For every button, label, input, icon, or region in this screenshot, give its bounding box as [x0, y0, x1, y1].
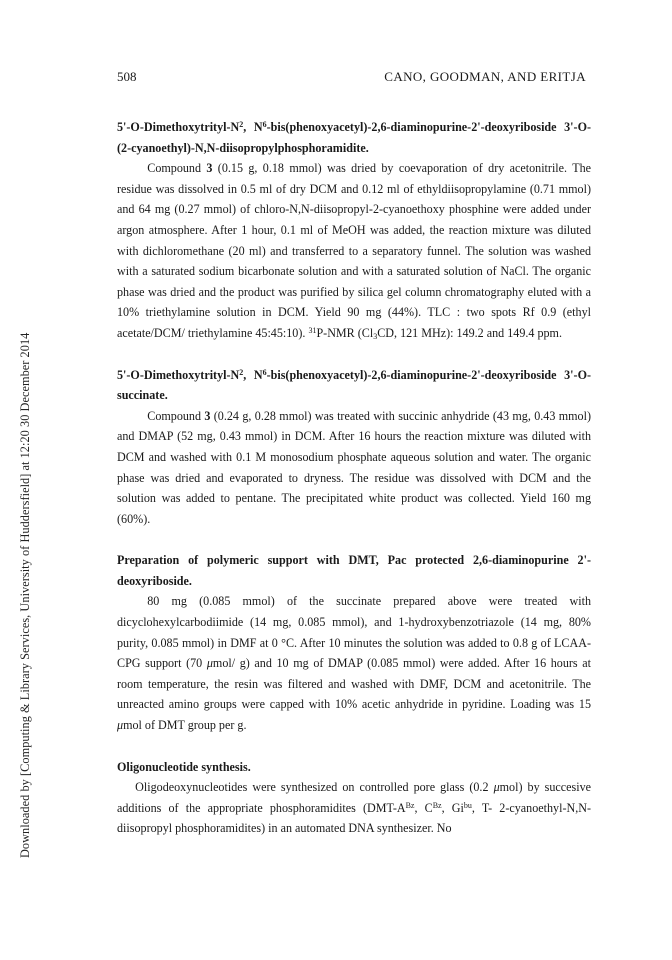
section-heading-phosphoramidite: $5'-O-Dimethoxytrityl-N^2$, $N^6-bis(phenoxyacetyl)-2,6-diaminopurine-2'$-deoxyriboside 3'-O-(2-cyanoethyl)-N,N-diisopropylphosphoramidite. — [117, 120, 591, 155]
section-heading-succinate: $5'-O-Dimethoxytrityl-N^2$, $N^6-bis(phenoxyacetyl)-2,6-diaminopurine-2'$-deoxyriboside 3'-O-succinate. — [117, 367, 591, 403]
page-body — [117, 117, 591, 839]
paragraph-phosphoramidite: Compound 3 (0.15 g, 0.18 mmol) was dried by coevaporation of dry acetonitrile. The residue was dissolved in 0.5 ml of dry DCM and 0.12 ml of ethyldiisopropylamine (0.71 mmol) and 64 mg (0.27 mmol) of chloro-N,N-diisopropyl-2-cyanoethoxy phosphine were added under argon atmosphere. After 1 hour, 0.1 ml of MeOH was added, the reaction mixture was diluted with dichloromethane (20 ml) and transferred to a separatory funnel. The solution was washed with a saturated sodium bicarbonate solution and with a saturated solution of NaCl. The organic phase was dried and the product was purified by silica gel column chromatography eluted with a 10% triethylamine solution in DCM. Yield 90 mg (44%). TLC : two spots Rf 0.9 (ethyl acetate/DCM/ triethylamine 45:45:10). $^{31}$P-NMR ($Cl_3CD$, 121 MHz): 149.2 and 149.4 ppm. — [117, 161, 592, 341]
paragraph-oligonucleotide-synthesis: Oligodeoxynucleotides were synthesized on controlled pore glass (0.2 μmol) by succesive additions of the appropriate phosphoramidites ($DMT-A^{Bz}$, $C^{Bz}$, $Gi^{bu}$, T- 2-cyanoethyl-N,N-diisopropyl phosphoramidites) in an automated DNA synthesizer. No — [117, 780, 592, 836]
page-header — [117, 69, 586, 89]
download-notice: Downloaded by [Computing & Library Services, University of Huddersfield] at 12:20 30 December 2014 — [18, 332, 32, 858]
running-head: CANO, GOODMAN, AND ERITJA — [384, 69, 586, 84]
section-heading-oligonucleotide-synthesis: Oligonucleotide synthesis. — [117, 759, 251, 774]
paragraph-succinate: Compound 3 (0.24 g, 0.28 mmol) was treated with succinic anhydride (43 mg, 0.43 mmol) and DMAP (52 mg, 0.43 mmol) in DCM. After 16 hours the reaction mixture was diluted with DCM and washed with 0.1 M monosodium phosphate aqueous solution and water. The organic phase was dried and evaporated to dryness. The residue was dissolved with DCM and the solution was added to pentane. The precipitated white product was collected. Yield 160 mg (60%). — [117, 408, 591, 526]
paragraph-polymeric-support: 80 mg (0.085 mmol) of the succinate prepared above were treated with dicyclohexylcarbodiimide (14 mg, 0.085 mmol), and 1-hydroxybenzotriazole (14 mg, 80% purity, 0.085 mmol) in DMF at 0 °C. After 10 minutes the solution was added to 0.8 g of LCAA-CPG support (70 μmol/ g) and 10 mg of DMAP (0.085 mmol) were added. After 16 hours at room temperature, the resin was filtered and washed with DMF, DCM and acetonitrile. The unreacted amino groups were capped with 10% acetic anhydride in pyridine. Loading was 15 μmol of DMT group per g. — [117, 594, 591, 733]
download-sidebar — [0, 0, 40, 960]
section-heading-polymeric-support: Preparation of polymeric support with DMT, Pac protected 2,6-diaminopurine 2'-deoxyriboside. — [117, 553, 591, 588]
page-number: 508 — [117, 69, 137, 84]
